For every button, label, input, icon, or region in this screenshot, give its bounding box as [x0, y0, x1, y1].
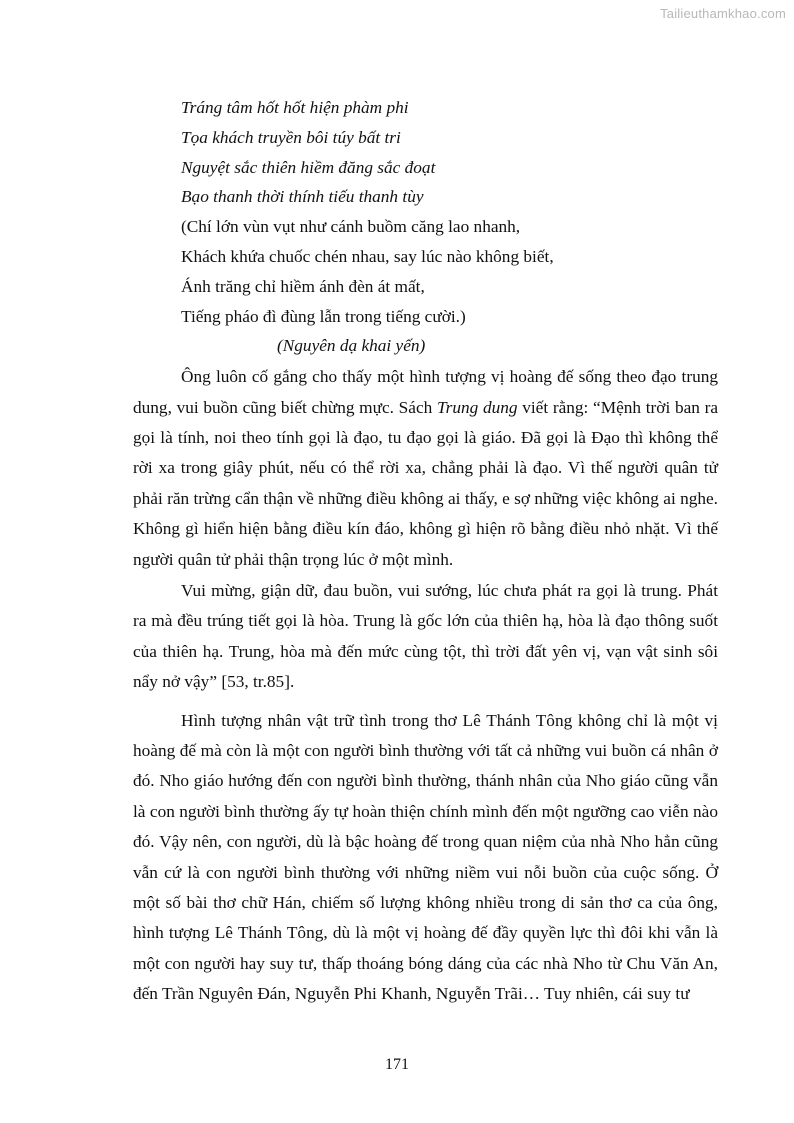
book-title: Trung dung	[436, 397, 518, 417]
poem	[181, 93, 718, 331]
poem-attribution: (Nguyên dạ khai yến)	[277, 336, 426, 356]
translation-line: Khách khứa chuốc chén nhau, say lúc nào không biết,	[181, 246, 554, 266]
translation-line: Tiếng pháo đì đùng lẫn trong tiếng cười.)	[181, 306, 466, 326]
page-number: 171	[385, 1056, 409, 1073]
poem-line: Nguyệt sắc thiên hiềm đăng sắc đoạt	[181, 157, 436, 177]
paragraph-1	[133, 362, 718, 575]
paragraph-2: Vui mừng, giận dữ, đau buồn, vui sướng, lúc chưa phát ra gọi là trung. Phát ra mà đều trúng tiết gọi là hòa. Trung là gốc lớn của thiên hạ, hòa là đạo thông suốt của thiên hạ. Trung, hòa mà đến mức cùng tột, thì trời đất yên vị, vạn vật sinh sôi nẩy nở vậy” [53, tr.85].	[133, 581, 718, 692]
poem-line: Tọa khách truyền bôi túy bất tri	[181, 127, 401, 147]
watermark: Tailieuthamkhao.com	[660, 6, 786, 21]
paragraph-text: viết rằng: “Mệnh trời ban ra gọi là tính, noi theo tính gọi là đạo, tu đạo gọi là giáo. Đã gọi là Đạo thì không thể rời xa trong giây phút, nếu có thể rời xa, chẳng phải là đạo. Vì thế người quân tử phải răn trừng cẩn thận về những điều không ai thấy, e sợ những việc không ai nghe. Không gì hiển hiện bằng điều kín đáo, không gì hiện rõ bằng điều nhỏ nhặt. Vì thế người quân tử phải thận trọng lúc ở một mình.	[133, 397, 719, 569]
translation-line: Ánh trăng chỉ hiềm ánh đèn át mất,	[181, 276, 425, 296]
translation-line: (Chí lớn vùn vụt như cánh buồm căng lao nhanh,	[181, 217, 521, 237]
poem-line: Tráng tâm hốt hốt hiện phàm phi	[181, 98, 409, 117]
poem-line: Bạo thanh thời thính tiếu thanh tùy	[181, 187, 424, 207]
paragraph-3: Hình tượng nhân vật trữ tình trong thơ Lê Thánh Tông không chỉ là một vị hoàng đế mà còn là một con người bình thường với tất cả những vui buồn cá nhân ở đó. Nho giáo hướng đến con người bình thường, thánh nhân của Nho giáo cũng vẫn là con người bình thường ấy tự hoàn thiện chính mình đến một ngưỡng cao viễn nào đó. Vậy nên, con người, dù là bậc hoàng đế trong quan niệm của nhà Nho hẳn cũng vẫn cứ là con người bình thường với những niềm vui nỗi buồn của cuộc sống. Ở một số bài thơ chữ Hán, chiếm số lượng không nhiều trong di sản thơ ca của ông, hình tượng Lê Thánh Tông, dù là một vị hoàng đế đầy quyền lực thì đôi khi vẫn là một con người hay suy tư, thấp thoáng bóng dáng của các nhà Nho từ Chu Văn An, đến Trần Nguyên Đán, Nguyễn Phi Khanh, Nguyễn Trãi… Tuy nhiên, cái suy tư	[133, 710, 718, 1004]
page-content	[133, 93, 718, 1010]
paragraph-text: Ông luôn cố gắng cho thấy một hình tượng vị hoàng đế sống theo đạo trung dung, vui buồn cũng biết chừng mực. Sách	[133, 367, 718, 417]
